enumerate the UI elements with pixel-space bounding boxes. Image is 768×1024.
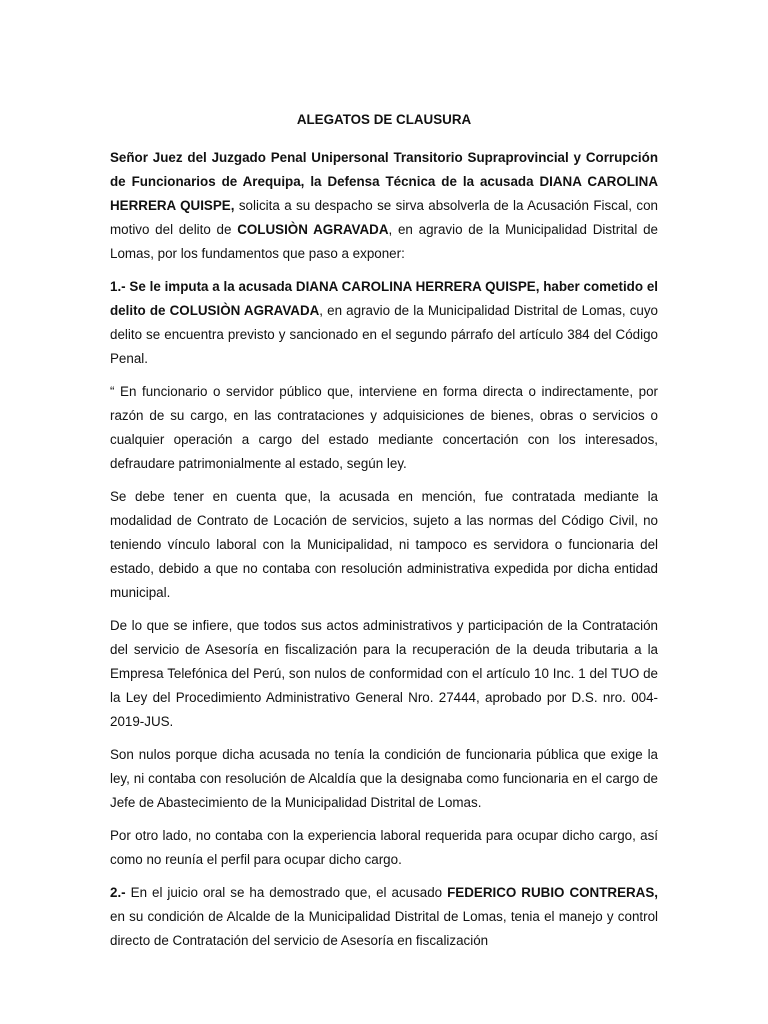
intro-text: solicita a su despacho se sirva absolverla de la Acusación Fiscal, con motivo del delito de — [110, 198, 658, 237]
paragraph-quote: “ En funcionario o servidor público que, interviene en forma directa o indirectamente, por razón de su cargo, en las contrataciones y adquisiciones de bienes, obras o servicios o cualquier operación a cargo del estado mediante concertación con los interesados, defraudare patrimonialmente al estado, según ley. — [110, 384, 658, 471]
paragraph-point-1 — [110, 275, 658, 371]
point-2-text: En el juicio oral se ha demostrado que, el acusado — [125, 885, 448, 900]
paragraph-experience: Por otro lado, no contaba con la experiencia laboral requerida para ocupar dicho cargo, así como no reunía el perfil para ocupar dicho cargo. — [110, 828, 658, 867]
paragraph-contract: Se debe tener en cuenta que, la acusada en mención, fue contratada mediante la modalidad de Contrato de Locación de servicios, sujeto a las normas del Código Civil, no teniendo vínculo laboral con la Municipalidad, ni tampoco es servidora o funcionaria del estado, debido a que no contaba con resolución administrativa expedida por dicha entidad municipal. — [110, 489, 658, 600]
point-2-text-end: en su condición de Alcalde de la Municipalidad Distrital de Lomas, tenia el manejo y control directo de Contratación del servicio de Asesoría en fiscalización — [110, 909, 658, 948]
intro-text-end: , en agravio de la Municipalidad Distrital de Lomas, por los fundamentos que paso a exponer: — [110, 222, 658, 261]
crime-name: COLUSIÒN AGRAVADA — [237, 222, 389, 237]
accused-name: FEDERICO RUBIO CONTRERAS, — [447, 885, 658, 900]
point-1-text: , en agravio de la Municipalidad Distrital de Lomas, cuyo delito se encuentra previsto y sancionado en el segundo párrafo del artículo 384 del Código Penal. — [110, 303, 658, 366]
document-page — [110, 110, 658, 962]
point-1-bold-text: 1.- Se le imputa a la acusada DIANA CAROLINA HERRERA QUISPE, haber cometido el delito de COLUSIÒN AGRAVADA — [110, 279, 658, 318]
paragraph-nullity: De lo que se infiere, que todos sus actos administrativos y participación de la Contratación del servicio de Asesoría en fiscalización para la recuperación de la deuda tributaria a la Empresa Telefónica del Perú, son nulos de conformidad con el artículo 10 Inc. 1 del TUO de la Ley del Procedimiento Administrativo General Nro. 27444, aprobado por D.S. nro. 004-2019-JUS. — [110, 618, 658, 729]
paragraph-nullity-reason: Son nulos porque dicha acusada no tenía la condición de funcionaria pública que exige la ley, ni contaba con resolución de Alcaldía que la designaba como funcionaria en el cargo de Jefe de Abastecimiento de la Municipalidad Distrital de Lomas. — [110, 747, 658, 810]
intro-bold-text: Señor Juez del Juzgado Penal Unipersonal Transitorio Supraprovincial y Corrupción de Funcionarios de Arequipa, la Defensa Técnica de la acusada DIANA CAROLINA HERRERA QUISPE, — [110, 150, 658, 213]
document-title: ALEGATOS DE CLAUSURA — [296, 112, 472, 127]
point-2-number: 2.- — [110, 885, 126, 900]
paragraph-intro — [110, 146, 658, 266]
paragraph-point-2 — [110, 881, 658, 953]
